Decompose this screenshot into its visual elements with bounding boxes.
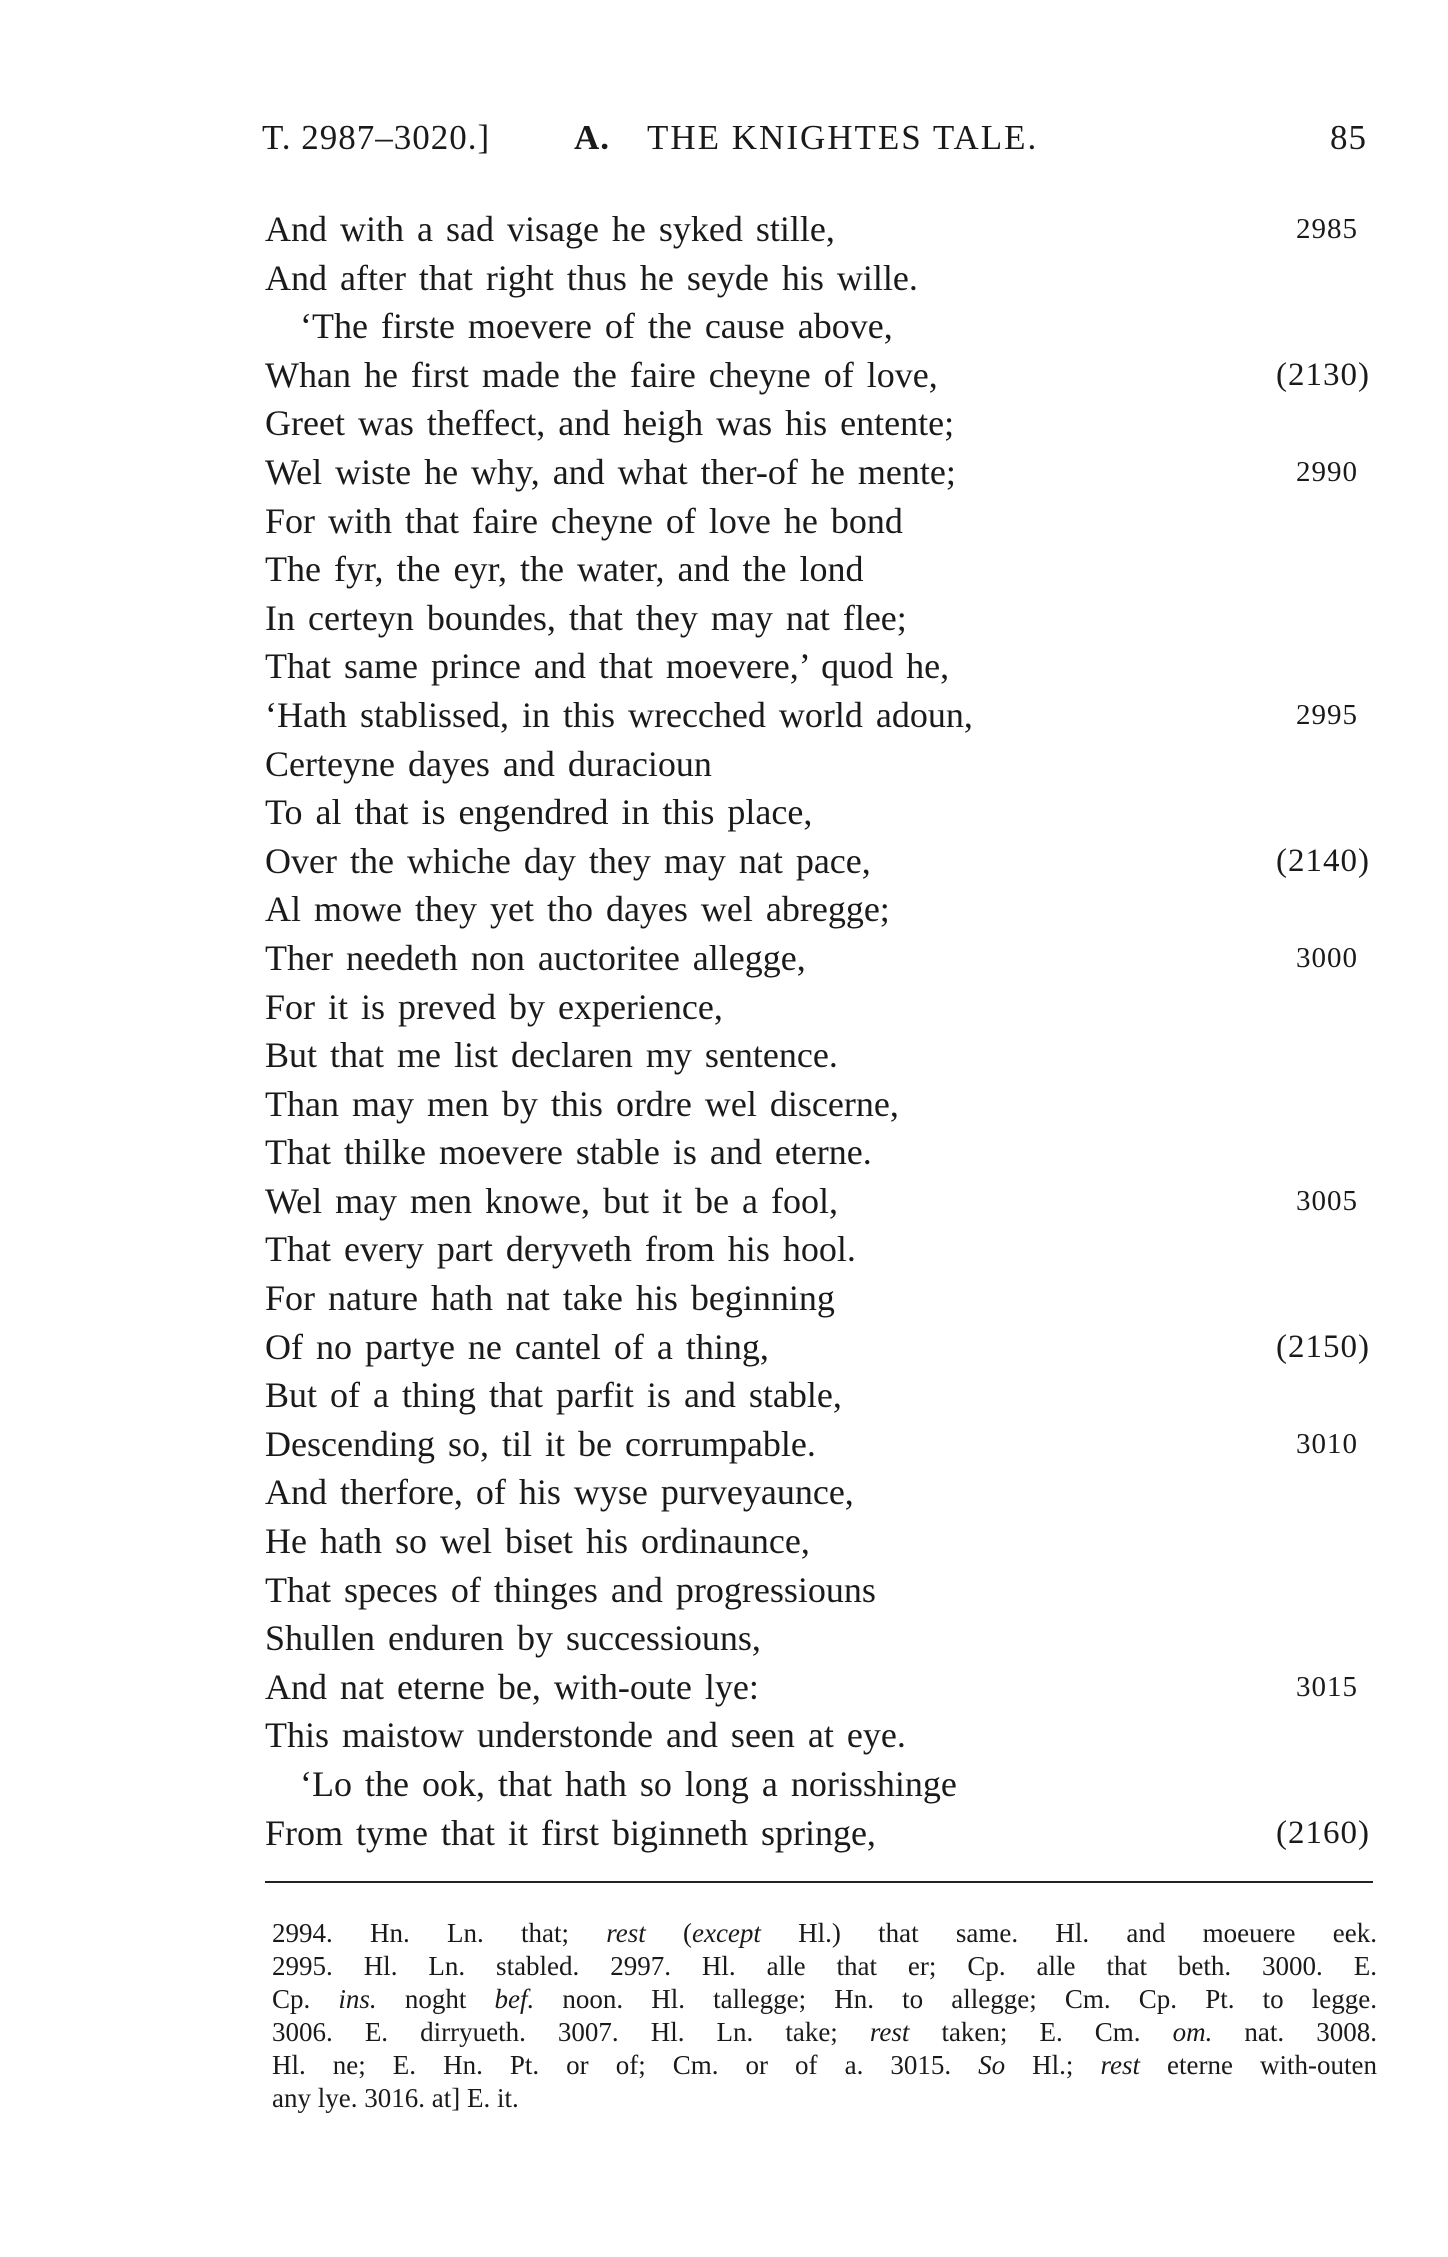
verse-line-text: That speces of thinges and progressiouns bbox=[265, 1569, 876, 1610]
verse-line-text: Wel may men knowe, but it be a fool, bbox=[265, 1180, 838, 1221]
verse-line bbox=[0, 1031, 1448, 1080]
footnote-italic: So bbox=[978, 2050, 1006, 2080]
footnote-text: noon. Hl. tallegge; Hn. to allegge; Cm. Cp. Pt. to legge. bbox=[534, 1984, 1377, 2014]
verse-line-text: Of no partye ne cantel of a thing, bbox=[265, 1326, 769, 1367]
footnote-line bbox=[272, 2016, 1377, 2049]
verse-line-text: Whan he first made the faire cheyne of love, bbox=[265, 354, 938, 395]
verse-line-text: For it is preved by experience, bbox=[265, 986, 723, 1027]
line-number: 3010 bbox=[1296, 1427, 1358, 1460]
line-number: 2995 bbox=[1296, 698, 1358, 731]
verse-line-text: Certeyne dayes and duracioun bbox=[265, 743, 712, 784]
footnote-italic: rest bbox=[869, 2017, 910, 2047]
page-number: 85 bbox=[1330, 118, 1367, 157]
footnote-italic: rest bbox=[606, 1918, 646, 1948]
verse-line bbox=[0, 885, 1448, 934]
verse-line-text: Greet was theffect, and heigh was his entente; bbox=[265, 403, 955, 444]
verse-line-text: He hath so wel biset his ordinaunce, bbox=[265, 1521, 810, 1562]
verse-text bbox=[0, 205, 1448, 1857]
verse-line bbox=[0, 934, 1448, 983]
line-number: (2160) bbox=[1276, 1814, 1370, 1851]
verse-line-text: Ther needeth non auctoritee allegge, bbox=[265, 937, 806, 978]
verse-line bbox=[0, 1420, 1448, 1469]
footnote-line bbox=[272, 1917, 1377, 1950]
verse-line bbox=[0, 594, 1448, 643]
footnotes bbox=[272, 1917, 1377, 2115]
verse-line bbox=[0, 254, 1448, 303]
verse-line bbox=[0, 1177, 1448, 1226]
verse-line-text: And therfore, of his wyse purveyaunce, bbox=[265, 1472, 854, 1513]
verse-line-text: But that me list declaren my sentence. bbox=[265, 1035, 838, 1076]
footnote-line bbox=[272, 1983, 1377, 2016]
footnote-text: 2995. Hl. Ln. stabled. 2997. Hl. alle that er; Cp. alle that beth. 3000. E. bbox=[272, 1951, 1377, 1981]
line-number: 3015 bbox=[1296, 1670, 1358, 1703]
verse-line bbox=[0, 1566, 1448, 1615]
verse-line-text: For nature hath nat take his beginning bbox=[265, 1278, 835, 1319]
verse-line bbox=[0, 205, 1448, 254]
verse-line-text: But of a thing that parfit is and stable, bbox=[265, 1375, 842, 1416]
line-range: T. 2987–3020.] bbox=[262, 118, 491, 157]
verse-line bbox=[0, 837, 1448, 886]
verse-line-text: That thilke moevere stable is and eterne. bbox=[265, 1132, 872, 1173]
verse-line-text: And nat eterne be, with-oute lye: bbox=[265, 1666, 759, 1707]
verse-line-text: From tyme that it first biginneth springe, bbox=[265, 1812, 876, 1853]
verse-line-text: Over the whiche day they may nat pace, bbox=[265, 840, 871, 881]
footnote-text: Hl.; bbox=[1005, 2050, 1101, 2080]
verse-line bbox=[0, 1809, 1448, 1858]
footnote-italic: except bbox=[691, 1918, 761, 1948]
footnote-line bbox=[272, 1950, 1377, 1983]
line-number: 3000 bbox=[1296, 941, 1358, 974]
verse-line bbox=[0, 1225, 1448, 1274]
footnote-text: taken; E. Cm. bbox=[909, 2017, 1173, 2047]
verse-line-text: That same prince and that moevere,’ quod he, bbox=[265, 646, 950, 687]
verse-line-text: Wel wiste he why, and what ther-of he mente; bbox=[265, 451, 956, 492]
verse-line bbox=[0, 1274, 1448, 1323]
verse-line bbox=[0, 399, 1448, 448]
line-number: 2985 bbox=[1296, 213, 1358, 245]
footnote-text: any lye. 3016. at] E. it. bbox=[272, 2083, 519, 2113]
verse-line-text: ‘Hath stablissed, in this wrecched world adoun, bbox=[265, 694, 973, 735]
verse-line-text: For with that faire cheyne of love he bond bbox=[265, 500, 903, 541]
verse-line-text: Shullen enduren by successiouns, bbox=[265, 1618, 761, 1659]
verse-line-text: And after that right thus he seyde his wille. bbox=[265, 257, 918, 298]
footnote-text: Cp. bbox=[272, 1984, 339, 2014]
footnote-italic: ins. bbox=[338, 1984, 377, 2014]
verse-line-text: To al that is engendred in this place, bbox=[265, 792, 813, 833]
line-number: (2150) bbox=[1276, 1328, 1370, 1365]
footnote-text: nat. 3008. bbox=[1212, 2017, 1377, 2047]
footnote-text: 2994. Hn. Ln. that; bbox=[272, 1918, 607, 1948]
footnote-text: ( bbox=[645, 1918, 692, 1948]
footnote-italic: rest bbox=[1100, 2050, 1140, 2080]
verse-line bbox=[0, 740, 1448, 789]
line-number: 2990 bbox=[1296, 455, 1358, 488]
verse-line bbox=[0, 1614, 1448, 1663]
verse-line bbox=[0, 1128, 1448, 1177]
footnote-line bbox=[272, 2082, 1377, 2115]
verse-line bbox=[0, 1711, 1448, 1760]
footnote-text: noght bbox=[376, 1984, 495, 2014]
line-number: 3005 bbox=[1296, 1184, 1358, 1217]
verse-line-text: And with a sad visage he syked stille, bbox=[265, 209, 835, 249]
footnote-italic: bef. bbox=[494, 1984, 535, 2014]
running-head bbox=[262, 118, 1367, 166]
verse-line bbox=[0, 1323, 1448, 1372]
footnote-text: Hl.) that same. Hl. and moeuere eek. bbox=[760, 1918, 1378, 1948]
verse-line-text: Descending so, til it be corrumpable. bbox=[265, 1423, 816, 1464]
section-letter: A. bbox=[574, 118, 611, 157]
line-number: (2130) bbox=[1276, 356, 1370, 393]
verse-line bbox=[0, 1663, 1448, 1712]
verse-line bbox=[0, 302, 1448, 351]
running-title: THE KNIGHTES TALE. bbox=[647, 118, 1039, 157]
footnote-text: 3006. E. dirryueth. 3007. Hl. Ln. take; bbox=[272, 2017, 870, 2047]
verse-line bbox=[0, 497, 1448, 546]
footnote-line bbox=[272, 2049, 1377, 2082]
verse-line bbox=[0, 983, 1448, 1032]
verse-line bbox=[0, 691, 1448, 740]
verse-line bbox=[0, 448, 1448, 497]
verse-line bbox=[0, 788, 1448, 837]
verse-line bbox=[0, 545, 1448, 594]
footnote-text: Hl. ne; E. Hn. Pt. or of; Cm. or of a. 3015. bbox=[272, 2050, 979, 2080]
verse-line-text: This maistow understonde and seen at eye. bbox=[265, 1715, 906, 1756]
verse-line bbox=[0, 1080, 1448, 1129]
footnote-italic: om. bbox=[1172, 2017, 1213, 2047]
footnote-rule bbox=[265, 1881, 1373, 1883]
verse-line bbox=[0, 642, 1448, 691]
verse-line-text: The fyr, the eyr, the water, and the lond bbox=[265, 549, 864, 590]
verse-line bbox=[0, 1371, 1448, 1420]
verse-line-text: In certeyn boundes, that they may nat flee; bbox=[265, 597, 907, 638]
footnote-text: eterne with-outen bbox=[1139, 2050, 1377, 2080]
verse-line-text: Than may men by this ordre wel discerne, bbox=[265, 1083, 899, 1124]
verse-line-text: Al mowe they yet tho dayes wel abregge; bbox=[265, 889, 890, 930]
verse-line-text: That every part deryveth from his hool. bbox=[265, 1229, 856, 1270]
verse-line bbox=[0, 1468, 1448, 1517]
verse-line-text: ‘The firste moevere of the cause above, bbox=[300, 306, 893, 347]
verse-line-text: ‘Lo the ook, that hath so long a norisshinge bbox=[300, 1764, 957, 1804]
verse-line bbox=[0, 1517, 1448, 1566]
verse-line bbox=[0, 351, 1448, 400]
verse-line bbox=[0, 1760, 1448, 1809]
line-number: (2140) bbox=[1276, 842, 1370, 879]
